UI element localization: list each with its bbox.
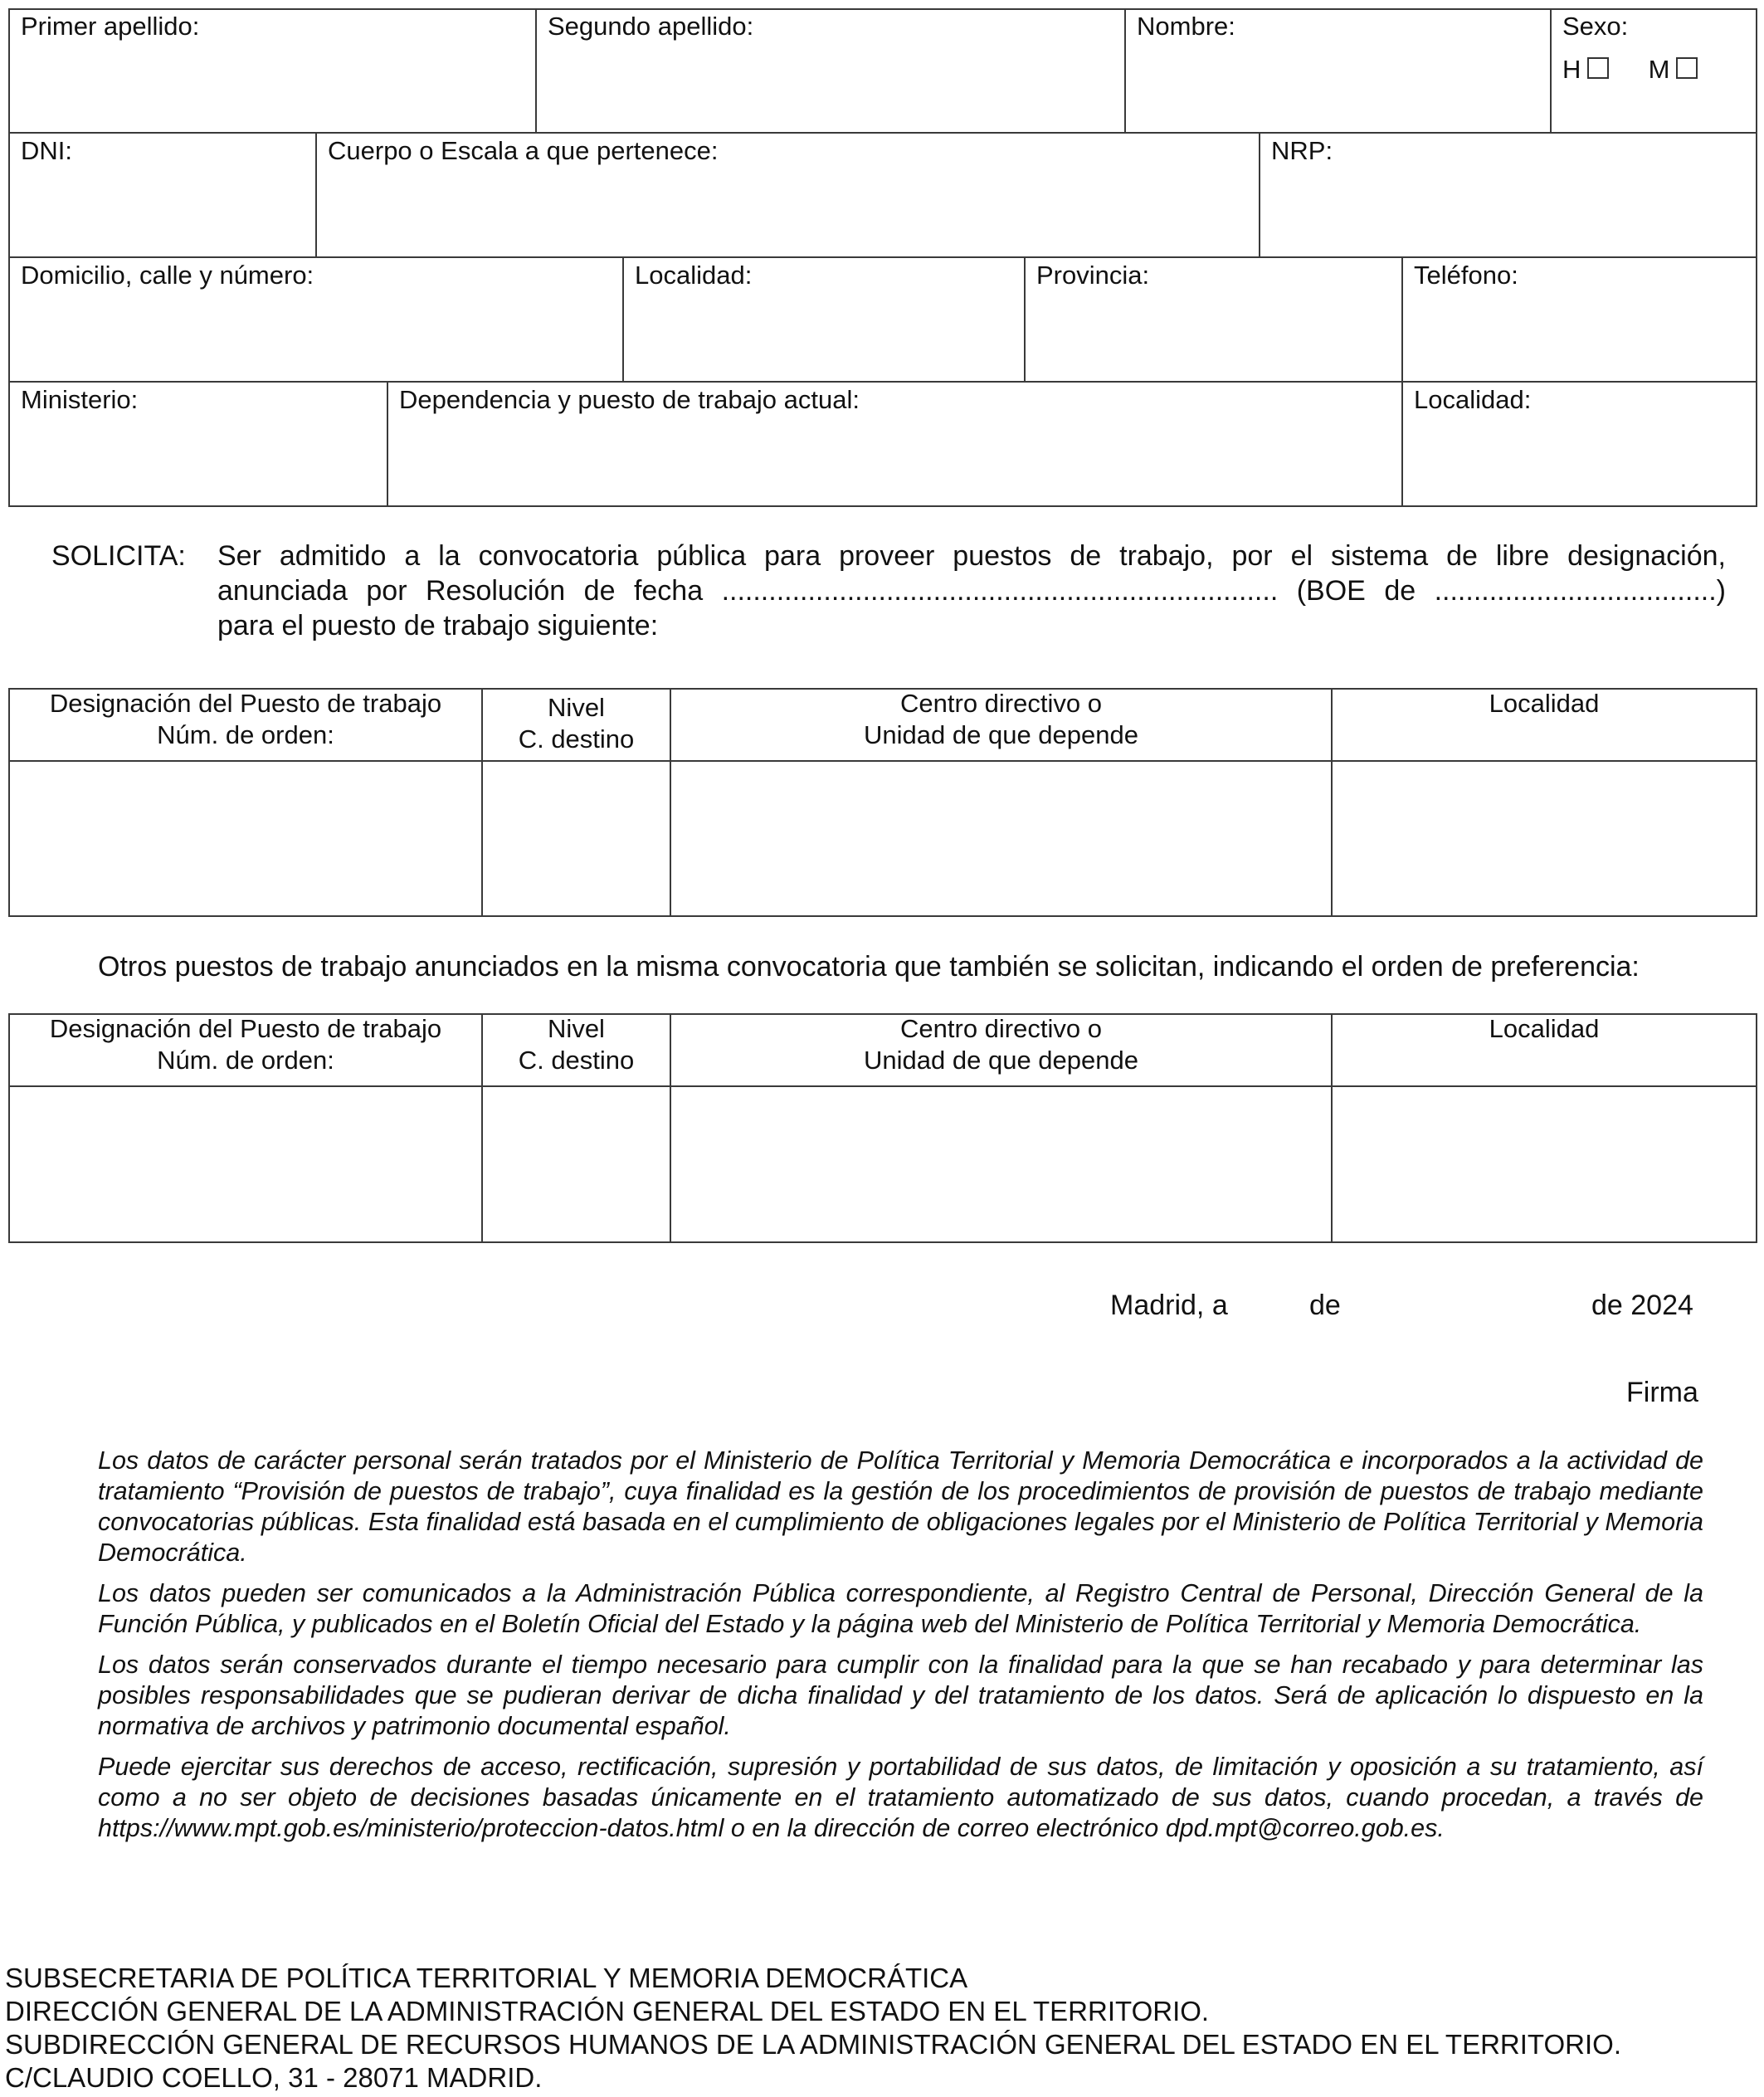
address-line: SUBDIRECCIÓN GENERAL DE RECURSOS HUMANOS DE LA ADMINISTRACIÓN GENERAL DEL ESTADO EN EL TERRITORIO. (5, 2029, 1621, 2060)
address-line: SUBSECRETARIA DE POLÍTICA TERRITORIAL Y MEMORIA DEMOCRÁTICA (5, 1963, 968, 1993)
address-line: DIRECCIÓN GENERAL DE LA ADMINISTRACIÓN GENERAL DEL ESTADO EN EL TERRITORIO. (5, 1996, 1210, 2026)
field-dni[interactable]: DNI: (21, 136, 72, 165)
header-centro: Centro directivo o Unidad de que depende (864, 689, 1138, 749)
column-divider (315, 132, 317, 257)
privacy-paragraph: Los datos pueden ser comunicados a la Administración Pública correspondiente, al Registro Central de Personal, Dirección General de la Función Pública, y publicados en el Boletín Oficial del Estado y la página web del Ministerio de Política Territorial y Memoria Democrática. (98, 1579, 1703, 1638)
column-divider (1401, 256, 1403, 382)
puesto-input-designacion[interactable] (10, 762, 481, 915)
otros-input-designacion[interactable] (10, 1087, 481, 1241)
column-divider (622, 256, 624, 382)
header-centro: Centro directivo o Unidad de que depende (864, 1014, 1138, 1075)
field-provincia[interactable]: Provincia: (1036, 261, 1150, 290)
otros-input-nivel[interactable] (483, 1087, 670, 1241)
solicita-text (217, 539, 1726, 643)
field-primer-apellido[interactable]: Primer apellido: (21, 12, 200, 41)
signature-year: de 2024 (1591, 1290, 1693, 1321)
solicita-line-3: para el puesto de trabajo siguiente: (217, 610, 659, 641)
field-localidad-actual[interactable]: Localidad: (1414, 385, 1532, 414)
field-nrp[interactable]: NRP: (1271, 136, 1333, 165)
row-divider (8, 132, 1757, 134)
column-divider (535, 8, 537, 133)
header-designacion: Designación del Puesto de trabajo Núm. de orden: (49, 689, 442, 749)
row-divider (8, 256, 1757, 258)
header-localidad: Localidad (1489, 689, 1600, 718)
column-divider (1124, 8, 1126, 133)
otros-input-localidad[interactable] (1333, 1087, 1756, 1241)
field-segundo-apellido[interactable]: Segundo apellido: (548, 12, 754, 41)
field-domicilio[interactable]: Domicilio, calle y número: (21, 261, 314, 290)
column-divider (1259, 132, 1260, 257)
signature-place-date: Madrid, a (1110, 1290, 1228, 1321)
field-localidad[interactable]: Localidad: (635, 261, 753, 290)
header-localidad: Localidad (1489, 1014, 1600, 1043)
column-divider (1401, 381, 1403, 507)
field-dependencia[interactable]: Dependencia y puesto de trabajo actual: (399, 385, 860, 414)
puesto-input-centro[interactable] (671, 762, 1331, 915)
privacy-paragraph: Los datos serán conservados durante el tiempo necesario para cumplir con la finalidad para la que se han recabado y para determinar las posibles responsabilidades que se pudieran derivar de dicha finalidad y del tratamiento de los datos. Será de aplicación lo dispuesto en la normativa de archivos y patrimonio documental español. (98, 1651, 1703, 1740)
sexo-h-label: H (1562, 55, 1581, 84)
field-ministerio[interactable]: Ministerio: (21, 385, 139, 414)
solicita-label: SOLICITA: (51, 540, 186, 572)
field-nombre[interactable]: Nombre: (1137, 12, 1235, 41)
row-divider (8, 381, 1757, 383)
header-nivel: Nivel C. destino (518, 693, 635, 753)
privacy-paragraph: Puede ejercitar sus derechos de acceso, rectificación, supresión y portabilidad de sus datos, de limitación y oposición a su tratamiento, así como a no ser objeto de decisiones basadas únicamente en el tratamiento automatizado de sus datos, cuando procedan, a través de https://www.mpt.gob.es/ministerio/proteccion-datos.html o en la dirección de correo electrónico dpd.mpt@correo.gob.es. (98, 1753, 1703, 1842)
solicita-line-1: Ser admitido a la convocatoria pública para proveer puestos de trabajo, por el sistema de libre designación, (217, 540, 1726, 572)
signature-de: de (1309, 1290, 1341, 1321)
address-line: C/CLAUDIO COELLO, 31 - 28071 MADRID. (5, 2062, 543, 2093)
field-sexo-label: Sexo: (1562, 12, 1629, 41)
sexo-m-label: M (1648, 55, 1670, 84)
sexo-m-checkbox[interactable] (1676, 57, 1698, 79)
sexo-options (1562, 55, 1698, 85)
column-divider (1550, 8, 1552, 133)
field-cuerpo-escala[interactable]: Cuerpo o Escala a que pertenece: (328, 136, 719, 165)
otros-input-centro[interactable] (671, 1087, 1331, 1241)
header-designacion: Designación del Puesto de trabajo Núm. de orden: (49, 1014, 442, 1075)
address-block (5, 1962, 1621, 2095)
solicita-line-2: anunciada por Resolución de fecha ....................................................................... (BOE de ....................................) (217, 575, 1726, 607)
privacy-paragraph: Los datos de carácter personal serán tratados por el Ministerio de Política Territorial y Memoria Democrática e incorporados a la actividad de tratamiento “Provisión de puestos de trabajo”, cuya finalidad es la gestión de los procedimientos de provisión de puestos de trabajo mediante convocatorias públicas. Esta finalidad está basada en el cumplimiento de obligaciones legales por el Ministerio de Política Territorial y Memoria Democrática. (98, 1446, 1703, 1567)
field-telefono[interactable]: Teléfono: (1414, 261, 1518, 290)
privacy-notice (98, 1446, 1703, 1854)
signature-firma: Firma (1626, 1377, 1698, 1408)
puesto-input-localidad[interactable] (1333, 762, 1756, 915)
otros-puestos-text: Otros puestos de trabajo anunciados en la misma convocatoria que también se solicitan, indicando el orden de preferencia: (98, 951, 1640, 983)
header-nivel: Nivel C. destino (518, 1014, 635, 1075)
column-divider (387, 381, 388, 507)
puesto-input-nivel[interactable] (483, 762, 670, 915)
column-divider (1024, 256, 1026, 382)
sexo-h-checkbox[interactable] (1587, 57, 1609, 79)
